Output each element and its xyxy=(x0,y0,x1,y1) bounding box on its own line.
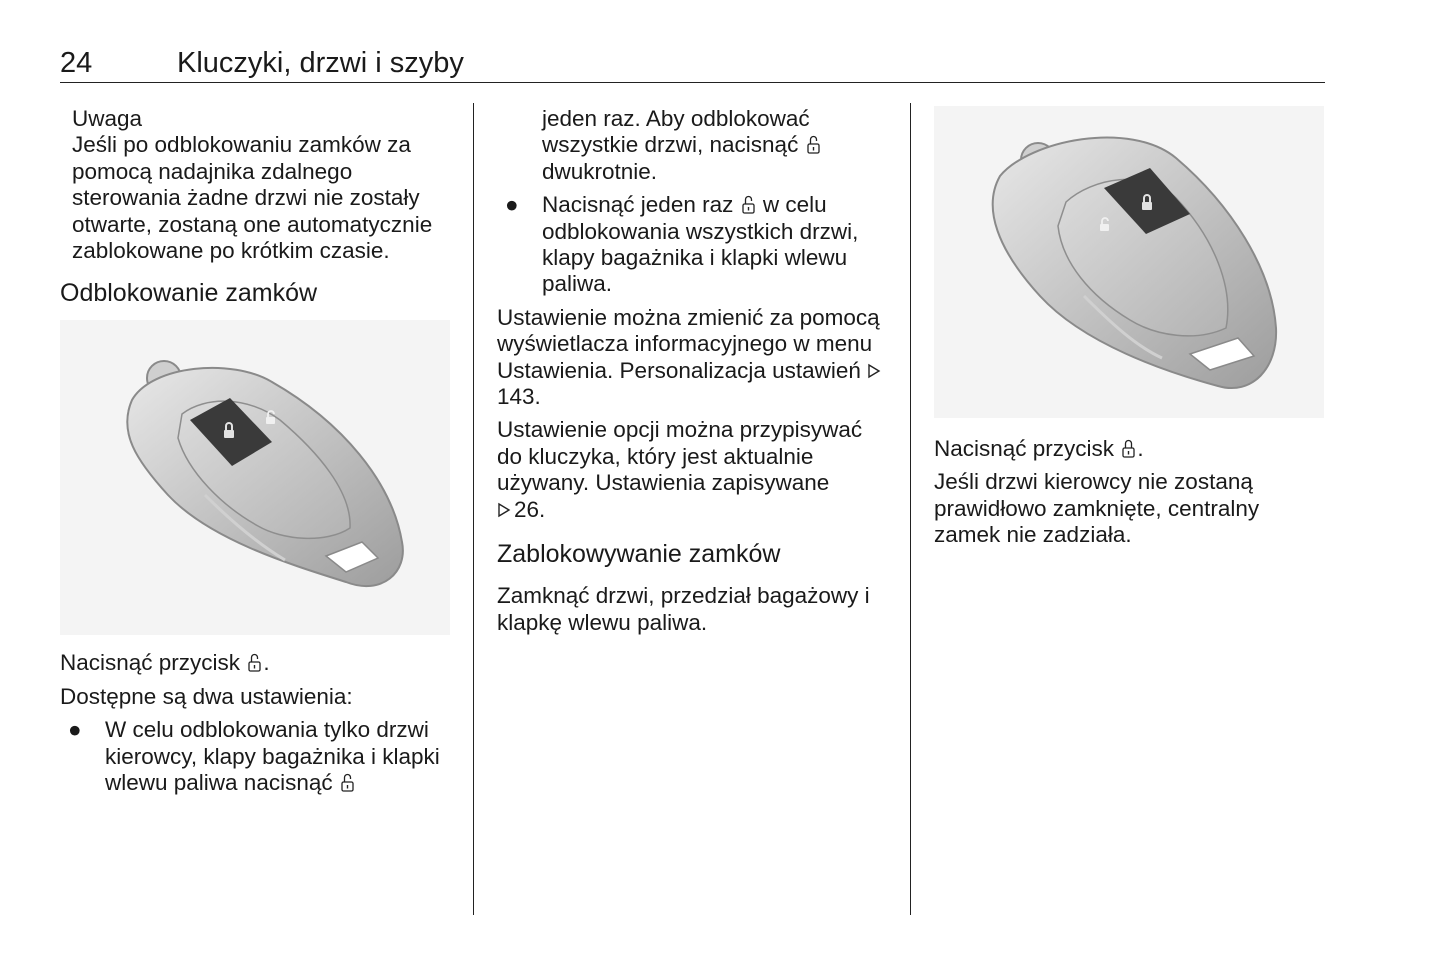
unlock-icon xyxy=(248,652,261,673)
locking-instruction: Zamknąć drzwi, przedział bagażowy i klapkę wlewu paliwa. xyxy=(497,583,870,635)
page-number: 24 xyxy=(60,47,93,79)
key-fob-unlock-figure xyxy=(60,320,450,635)
column-3 xyxy=(934,106,1324,556)
column-2 xyxy=(497,106,892,643)
settings-change-paragraph: Ustawienie można zmienić za pomocą wyświetlacza informacyjnego w menu Ustawienia. Personalizacja ustawień 143. xyxy=(497,304,880,410)
unlock-icon xyxy=(341,772,354,793)
key-fob-lock-figure xyxy=(934,106,1324,418)
note-title: Uwaga xyxy=(72,106,143,131)
press-button-instruction: Nacisnąć przycisk . xyxy=(60,650,270,676)
list-item: ● Nacisnąć jeden raz w celu odblokowania wszystkich drzwi, klapy bagażnika i klapki wlewu paliwa. xyxy=(505,192,859,297)
bullet-dot: ● xyxy=(505,192,519,218)
heading-unlocking: Odblokowanie zamków xyxy=(60,279,318,308)
driver-door-warning: Jeśli drzwi kierowcy nie zostaną prawidłowo zamknięte, centralny zamek nie zadziała. xyxy=(934,469,1260,548)
column-1 xyxy=(60,106,455,803)
page-header xyxy=(60,46,1325,83)
unlock-icon xyxy=(742,194,755,215)
note-box xyxy=(60,106,455,264)
note-text: Jeśli po odblokowaniu zamków za pomocą nadajnika zdalnego sterowania żadne drzwi nie zostały otwarte, zostaną one automatycznie zablokowane po krótkim czasie. xyxy=(72,132,433,264)
bullet-dot: ● xyxy=(68,717,82,743)
list-item-continuation: jeden raz. Aby odblokować wszystkie drzwi, nacisnąć dwukrotnie. xyxy=(497,106,892,185)
key-fob-body xyxy=(127,361,403,586)
page-reference-arrow-icon xyxy=(867,363,881,379)
list-item xyxy=(60,717,455,796)
press-button-instruction: Nacisnąć przycisk . xyxy=(934,436,1144,461)
lock-icon xyxy=(1122,438,1135,459)
settings-intro: Dostępne są dwa ustawienia: xyxy=(60,683,353,709)
page-reference-arrow-icon xyxy=(497,502,511,518)
column-divider-2 xyxy=(910,103,911,915)
column-divider-1 xyxy=(473,103,474,915)
unlock-icon xyxy=(807,134,820,155)
list-item-text: W celu odblokowania tylko drzwi kierowcy, klapy bagażnika i klapki wlewu paliwa nacisnąć xyxy=(105,717,440,796)
chapter-title: Kluczyki, drzwi i szyby xyxy=(177,47,464,79)
key-fob-body xyxy=(993,138,1276,389)
heading-locking: Zablokowywanie zamków xyxy=(497,540,781,569)
settings-assign-paragraph: Ustawienie opcji można przypisywać do kluczyka, który jest aktualnie używany. Ustawienia zapisywane 26. xyxy=(497,417,863,522)
